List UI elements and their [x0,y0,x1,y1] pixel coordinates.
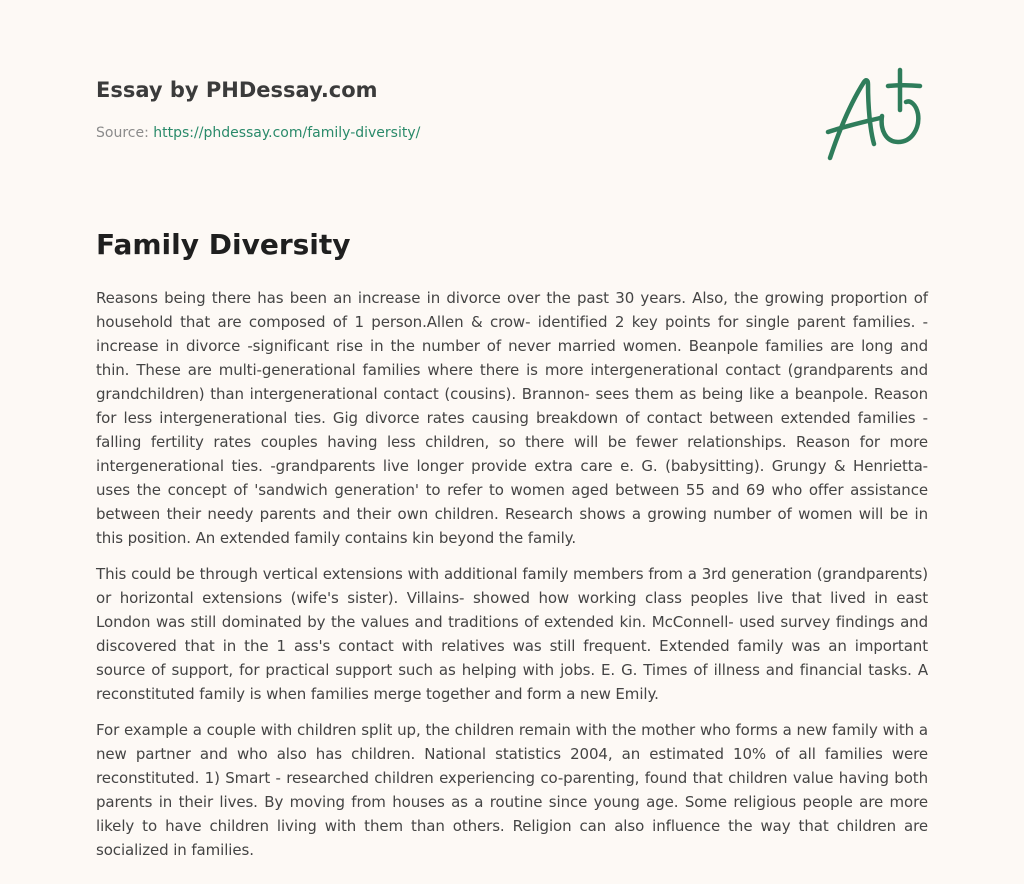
essay-paragraph: For example a couple with children split up, the children remain with the mother who forms a new family with a new partner and who also has children. National statistics 2004, an estimated 10% of all families were reconstituted. 1) Smart - researched children experiencing co-parenting, found that children value having both parents in their lives. By moving from houses as a routine since young age. Some religious people are more likely to have children living with them than others. Religion can also influence the way that children are socialized in families. [96,721,928,859]
essay-content [96,224,928,874]
page-header [96,76,796,143]
source-link[interactable]: https://phdessay.com/family-diversity/ [153,125,421,141]
essay-paragraph: This could be through vertical extensions with additional family members from a 3rd generation (grandparents) or horizontal extensions (wife's sister). Villains- showed how working class peoples live that lived in east London was still dominated by the values and traditions of extended kin. McConnell- used survey findings and discovered that in the 1 ass's contact with relatives was still frequent. Extended family was an important source of support, for practical support such as helping with jobs. E. G. Times of illness and financial tasks. A reconstituted family is when families merge together and form a new Emily. [96,565,928,703]
essay-title: Family Diversity [96,228,351,261]
site-title: Essay by PHDessay.com [96,78,378,102]
essay-paragraph: Reasons being there has been an increase in divorce over the past 30 years. Also, the growing proportion of household that are composed of 1 person.Allen & crow- identified 2 key points for single parent families. -increase in divorce -significant rise in the number of never married women. Beanpole families are long and thin. These are multi-generational families where there is more intergenerational contact (grandparents and grandchildren) than intergenerational contact (cousins). Brannon- sees them as being like a beanpole. Reason for less intergenerational ties. Gig divorce rates causing breakdown of contact between extended families -falling fertility rates couples having less children, so there will be fewer relationships. Reason for more intergenerational ties. -grandparents live longer provide extra care e. G. (babysitting). Grungy & Henrietta- uses the concept of 'sandwich generation' to refer to women aged between 55 and 69 who offer assistance between their needy parents and their own children. Research shows a growing number of women will be in this position. An extended family contains kin beyond the family. [96,289,928,547]
source-line [96,123,796,143]
a-plus-grade-icon [820,66,930,166]
source-label: Source: [96,125,149,141]
